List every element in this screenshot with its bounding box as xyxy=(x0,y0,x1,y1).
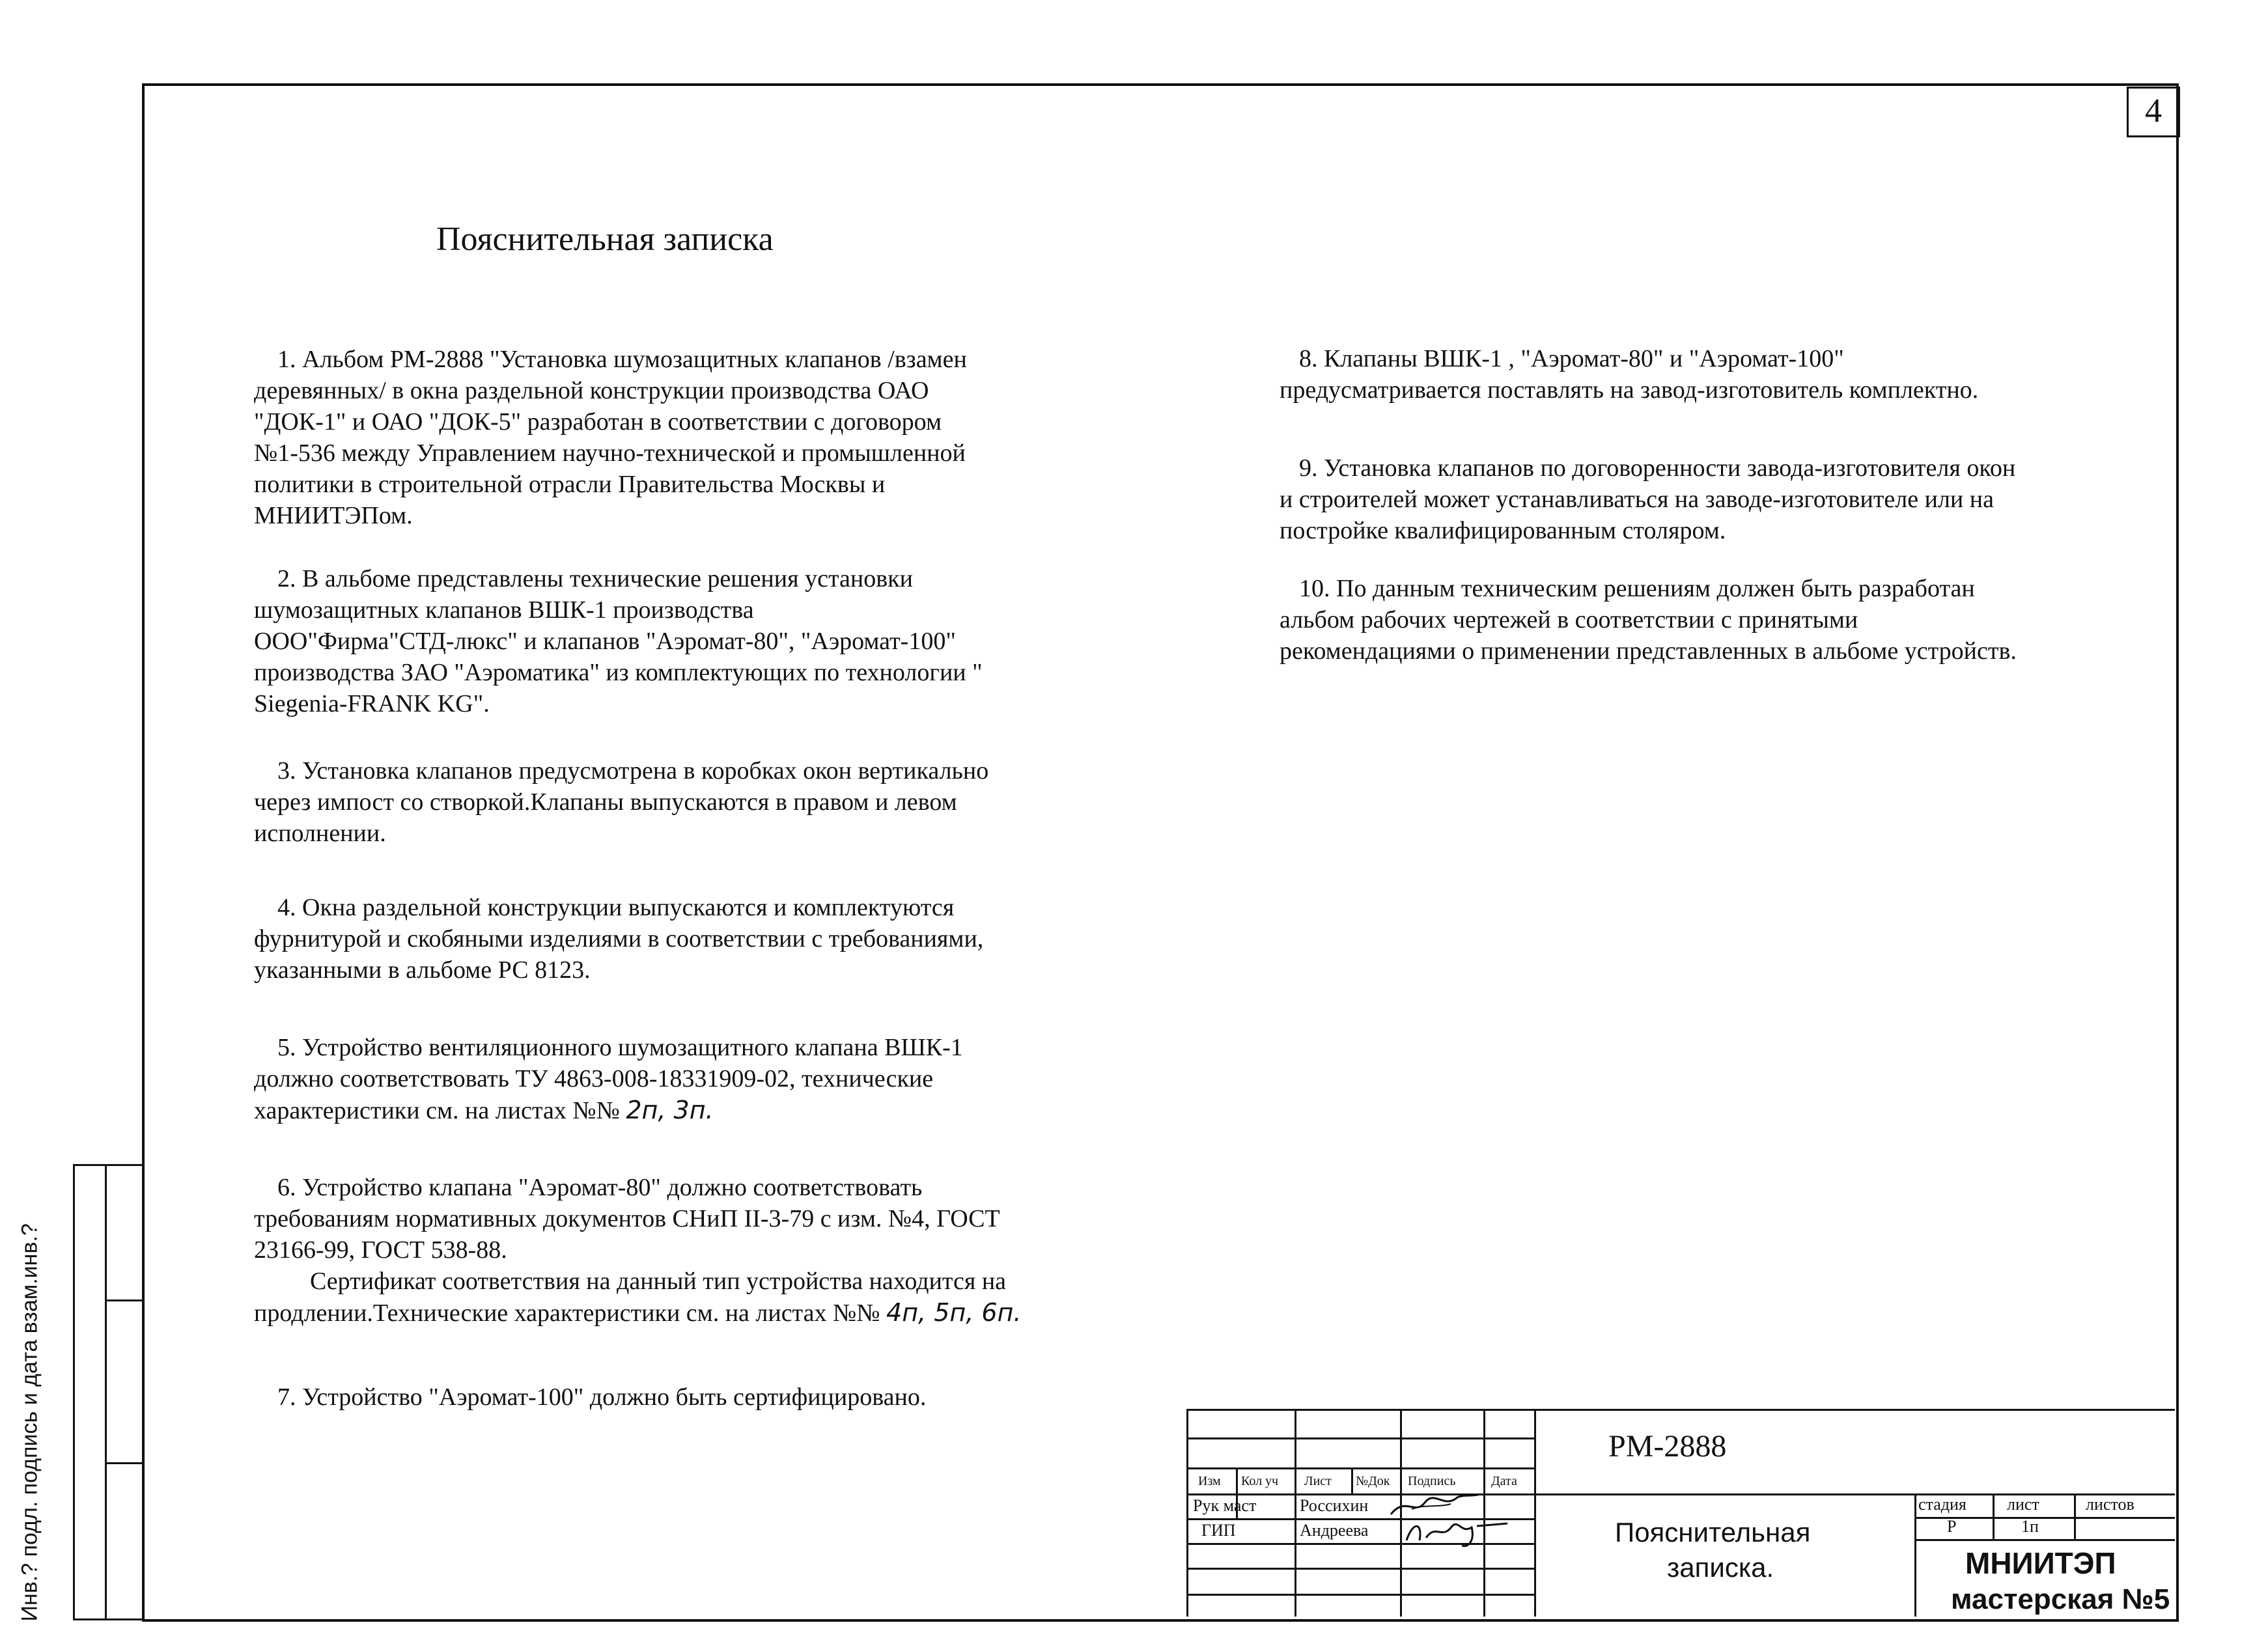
organization-workshop: мастерская №5 xyxy=(1951,1583,2170,1615)
paragraph-9: 9. Установка клапанов по договоренности завода-изготовителя окон и строителей может устанавливаться на заводе-изготовителе или на постройке квалифицированным столяром. xyxy=(1280,454,2016,544)
page-title: Пояснительная записка xyxy=(436,221,774,258)
sheets-label: листов xyxy=(2086,1495,2135,1514)
handwritten-sheet-refs: 2п, 3п. xyxy=(626,1096,714,1124)
handwritten-sheet-refs-2: 4п, 5п, 6п. xyxy=(886,1298,1022,1327)
document-title-line1: Пояснительная xyxy=(1615,1517,1811,1548)
paragraph-5: 5. Устройство вентиляционного шумозащитного клапана ВШК-1 должно соответствовать ТУ 4863-008-18331909-02, технические характеристики см. на листах №№ 2п, 3п. xyxy=(254,1034,963,1124)
sheet-number: 4 xyxy=(2127,87,2180,137)
header-ndok: №Док xyxy=(1356,1474,1390,1488)
side-stamp-text: Инв.? подл. подпись и дата взам.инв.? xyxy=(17,1223,42,1622)
sheet-label: лист xyxy=(2007,1495,2039,1514)
paragraph-6: 6. Устройство клапана "Аэромат-80" должно соответствовать требованиям нормативных документов СНиП II-3-79 с изм. №4, ГОСТ 23166-99, ГОСТ 538-88. Сертификат соответствия на данный тип устройства находится на продлении.Технические характеристики см. на листах №№ 4п, 5п, 6п. xyxy=(254,1174,1022,1327)
paragraph-8: 8. Клапаны ВШК-1 , "Аэромат-80" и "Аэромат-100" предусматривается поставлять на завод-изготовитель комплектно. xyxy=(1280,345,1979,404)
name-1: Россихин xyxy=(1300,1496,1369,1515)
header-list: Лист xyxy=(1304,1474,1332,1488)
name-2: Андреева xyxy=(1300,1521,1369,1540)
paragraph-1: 1. Альбом РМ-2888 "Установка шумозащитных клапанов /взамен деревянных/ в окна раздельной конструкции производства ОАО "ДОК-1" и ОАО "ДОК-5" разработан в соответствии с договором №1-536 между Управлением научно-технической и промышленной политики в строительной отрасли Правительства Москвы и МНИИТЭПом. xyxy=(254,346,967,529)
paragraph-4: 4. Окна раздельной конструкции выпускаются и комплектуются фурнитурой и скобяными изделиями в соответствии с требованиями, указанными в альбоме РС 8123. xyxy=(254,894,984,984)
stage-label: стадия xyxy=(1918,1495,1967,1514)
paragraph-10: 10. По данным техническим решениям должен быть разработан альбом рабочих чертежей в соответствии с принятыми рекомендациями о применении представленных в альбоме устройств. xyxy=(1280,575,2017,665)
sheet-value: 1п xyxy=(2021,1517,2039,1536)
header-kol: Кол уч xyxy=(1241,1474,1279,1488)
document-code: РМ-2888 xyxy=(1608,1429,1727,1464)
organization-name: МНИИТЭП xyxy=(1965,1546,2116,1580)
header-data: Дата xyxy=(1491,1474,1517,1488)
document-title-line2: записка. xyxy=(1667,1552,1774,1583)
stage-value: Р xyxy=(1947,1517,1957,1536)
paragraph-7: 7. Устройство "Аэромат-100" должно быть сертифицировано. xyxy=(277,1383,927,1411)
paragraph-2: 2. В альбоме представлены технические решения установки шумозащитных клапанов ВШК-1 производства ООО"Фирма"СТД-люкс" и клапанов "Аэромат-80", "Аэромат-100" производства ЗАО "Аэроматика" из комплектующих по технологии " Siegenia-FRANK KG". xyxy=(254,565,983,717)
header-podpis: Подпись xyxy=(1408,1474,1456,1488)
role-2: ГИП xyxy=(1201,1521,1236,1540)
header-izm: Изм xyxy=(1198,1474,1221,1488)
paragraph-3: 3. Установка клапанов предусмотрена в коробках окон вертикально через импост со створкой.Клапаны выпускаются в правом и левом исполнении. xyxy=(254,757,989,847)
role-1: Рук маст xyxy=(1193,1496,1257,1515)
signature-2 xyxy=(1400,1514,1511,1551)
side-stamp xyxy=(73,1164,144,1620)
